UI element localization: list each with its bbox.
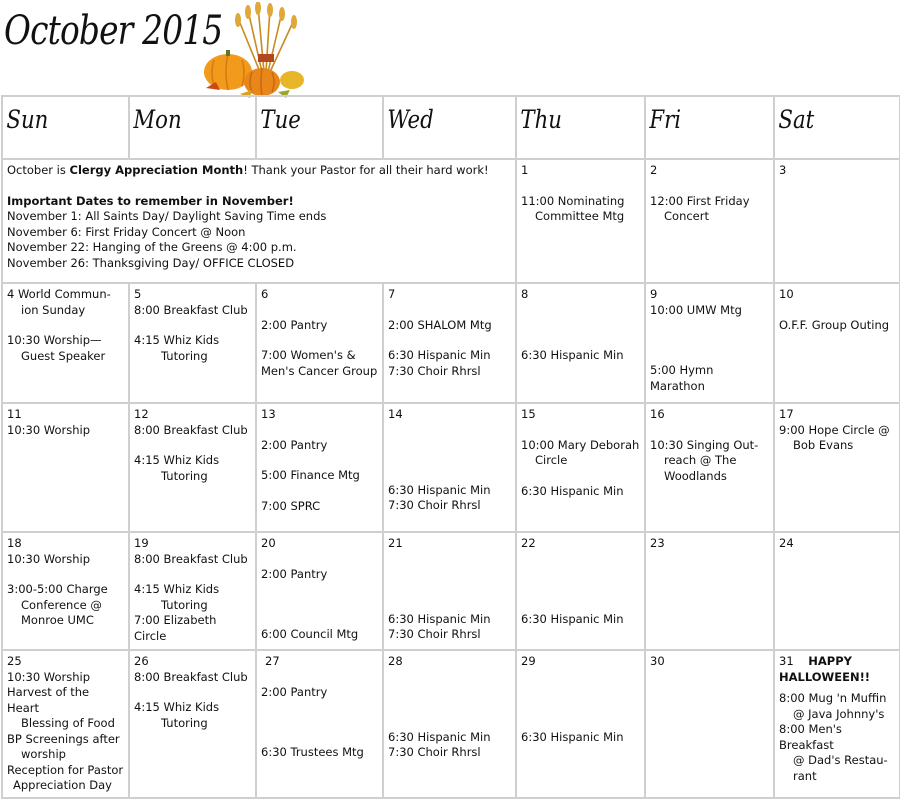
event: 7:30 Choir Rhrsl <box>388 363 481 378</box>
event: 2:00 Pantry <box>261 317 328 332</box>
day-cell <box>383 532 516 650</box>
event: BP Screenings after <box>7 731 120 746</box>
event: 6:30 Hispanic Min <box>388 729 491 744</box>
event: Committee Mtg <box>535 209 625 223</box>
event: 10:30 Worship <box>7 422 91 437</box>
event: Blessing of Food <box>21 716 115 730</box>
day-number: 17 <box>779 407 794 421</box>
day-cell <box>516 283 645 403</box>
event: 8:00 Mug 'n Muffin <box>779 691 887 705</box>
event: 6:30 Hispanic Min <box>388 348 491 362</box>
day-cell <box>774 403 900 532</box>
note-item: November 26: Thanksgiving Day/ OFFICE CLOSED <box>7 255 295 270</box>
event: 6:00 Council Mtg <box>261 627 359 641</box>
event: 6:30 Hispanic Min <box>521 611 624 626</box>
event: Guest Speaker <box>21 348 106 363</box>
event: 6:30 Hispanic Min <box>521 347 624 362</box>
day-number: 26 <box>134 654 149 668</box>
weekday-header: Wed <box>383 96 516 159</box>
event: 8:00 Breakfast Club <box>134 302 248 317</box>
event: 7:00 Elizabeth Circle <box>134 613 217 643</box>
day-cell <box>256 650 383 798</box>
weekday-header: Thu <box>516 96 645 159</box>
event: 10:30 Worship <box>7 551 91 566</box>
event: 3:00-5:00 Charge <box>7 582 108 596</box>
day-cell <box>2 650 129 798</box>
event: 12:00 First Friday <box>650 193 750 208</box>
note-item: November 1: All Saints Day/ Daylight Saving Time ends <box>7 209 327 223</box>
weekday-header-row <box>2 96 900 159</box>
event: 4:15 Whiz Kids <box>134 700 220 714</box>
event: O.F.F. Group Outing <box>779 317 890 332</box>
event: 4:15 Whiz Kids <box>134 582 220 596</box>
event: 2:00 Pantry <box>261 566 328 581</box>
page-title: October 2015 <box>4 8 223 54</box>
day-number: 30 <box>650 654 665 668</box>
event: 7:30 Choir Rhrsl <box>388 498 481 512</box>
day-number: 12 <box>134 407 149 421</box>
day-cell <box>2 403 129 532</box>
event: Tutoring <box>161 468 208 483</box>
event: 2:00 Pantry <box>261 684 328 699</box>
event: 10:00 UMW Mtg <box>650 302 742 317</box>
event: Men's Cancer Group <box>261 363 378 378</box>
event: reach @ The <box>664 453 737 467</box>
day-cell <box>383 403 516 532</box>
day-number: 24 <box>779 536 794 550</box>
day-cell <box>129 532 256 650</box>
weekday-header: Tue <box>256 96 383 159</box>
day-cell <box>645 403 774 532</box>
event: 8:00 Men's Breakfast <box>779 722 842 752</box>
event: 7:00 SPRC <box>261 498 321 513</box>
event: Monroe UMC <box>21 613 94 627</box>
weekday-header: Mon <box>129 96 256 159</box>
day-cell <box>774 532 900 650</box>
event: Appreciation Day <box>13 778 112 792</box>
day-cell <box>774 650 900 798</box>
event: 9:00 Hope Circle @ <box>779 422 890 437</box>
event: 5:00 Finance Mtg <box>261 468 360 482</box>
day-number: 7 <box>388 287 396 301</box>
holiday-banner: HAPPY <box>808 654 852 668</box>
week-row <box>2 283 900 403</box>
event: 6:30 Hispanic Min <box>388 482 491 497</box>
day-cell <box>774 159 900 283</box>
event: rant <box>793 768 817 783</box>
event: 6:30 Hispanic Min <box>388 611 491 626</box>
note-emphasis: Clergy Appreciation Month <box>69 163 244 177</box>
day-number: 6 <box>261 287 269 301</box>
event: 10:30 Worship <box>7 669 91 684</box>
event: 5:00 Hymn Marathon <box>650 363 714 393</box>
day-number: 1 <box>521 163 529 177</box>
event: 7:30 Choir Rhrsl <box>388 627 481 641</box>
event: Tutoring <box>161 715 208 730</box>
weekday-header: Sun <box>2 96 129 159</box>
holiday-banner: HALLOWEEN!! <box>779 669 871 684</box>
week-row <box>2 532 900 650</box>
event: 4:15 Whiz Kids <box>134 453 220 467</box>
day-cell <box>383 283 516 403</box>
event: Tutoring <box>161 348 208 363</box>
calendar-grid <box>1 95 900 799</box>
day-cell <box>645 650 774 798</box>
day-number: 20 <box>261 536 276 550</box>
day-number: 31 <box>779 654 794 668</box>
day-cell <box>645 283 774 403</box>
day-number: 15 <box>521 407 536 421</box>
event: 10:30 Singing Out- <box>650 437 759 452</box>
day-cell <box>774 283 900 403</box>
event: 8:00 Breakfast Club <box>134 551 248 566</box>
note-heading: Important Dates to remember in November! <box>7 193 294 208</box>
event: 2:00 Pantry <box>261 437 328 452</box>
day-cell <box>645 532 774 650</box>
note-item: November 22: Hanging of the Greens @ 4:00 p.m. <box>7 240 297 254</box>
autumn-wheat-pumpkins-icon <box>200 2 310 100</box>
event: 4:15 Whiz Kids <box>134 333 220 347</box>
day-cell <box>516 532 645 650</box>
week-row <box>2 650 900 798</box>
announcement-cell <box>2 159 516 283</box>
day-cell <box>645 159 774 283</box>
event: 7:30 Choir Rhrsl <box>388 745 481 759</box>
day-number: 2 <box>650 163 658 177</box>
note-item: November 6: First Friday Concert @ Noon <box>7 224 246 239</box>
day-number: 4 World Commun- <box>7 287 111 301</box>
event: 11:00 Nominating <box>521 193 625 208</box>
event: ion Sunday <box>21 302 86 317</box>
week-row <box>2 403 900 532</box>
day-number: 10 <box>779 287 794 301</box>
day-cell <box>383 650 516 798</box>
day-number: 9 <box>650 287 658 301</box>
day-number: 21 <box>388 536 403 550</box>
event: 6:30 Trustees Mtg <box>261 745 364 759</box>
event: Bob Evans <box>793 438 854 452</box>
event: 8:00 Breakfast Club <box>134 422 248 437</box>
event: 2:00 SHALOM Mtg <box>388 317 492 332</box>
day-number: 5 <box>134 287 142 301</box>
day-cell <box>129 403 256 532</box>
event: 6:30 Hispanic Min <box>521 729 624 744</box>
event: 10:00 Mary Deborah <box>521 437 640 452</box>
event: Circle <box>535 453 568 467</box>
day-number: 11 <box>7 407 22 421</box>
day-number: 27 <box>265 654 280 668</box>
day-number: 3 <box>779 163 787 177</box>
event: @ Dad's Restau- <box>793 753 888 767</box>
day-cell <box>516 403 645 532</box>
event: Harvest of the Heart <box>7 685 90 715</box>
event: @ Java Johnny's <box>793 706 885 721</box>
note-text: ! Thank your Pastor for all their hard work! <box>243 163 489 177</box>
day-cell <box>256 403 383 532</box>
event: Conference @ <box>21 597 102 612</box>
day-cell <box>256 532 383 650</box>
day-number: 18 <box>7 536 22 550</box>
day-cell <box>2 283 129 403</box>
day-number: 28 <box>388 654 403 668</box>
event: worship <box>21 747 66 761</box>
note-text: October is <box>7 163 70 177</box>
event: 6:30 Hispanic Min <box>521 483 624 498</box>
day-number: 14 <box>388 407 403 421</box>
weekday-header: Sat <box>774 96 900 159</box>
weekday-header: Fri <box>645 96 774 159</box>
day-number: 13 <box>261 407 276 421</box>
event: 7:00 Women's & <box>261 348 356 362</box>
event: 10:30 Worship— <box>7 333 102 347</box>
day-cell <box>2 532 129 650</box>
week-row <box>2 159 900 283</box>
day-cell <box>516 159 645 283</box>
day-number: 29 <box>521 654 536 668</box>
day-number: 19 <box>134 536 149 550</box>
day-number: 22 <box>521 536 536 550</box>
day-number: 8 <box>521 287 529 301</box>
day-number: 23 <box>650 536 665 550</box>
day-cell <box>129 283 256 403</box>
day-number: 25 <box>7 654 22 668</box>
event: Woodlands <box>664 468 727 483</box>
event: Concert <box>664 209 709 223</box>
event: Reception for Pastor <box>7 762 124 777</box>
day-cell <box>516 650 645 798</box>
day-cell <box>256 283 383 403</box>
event: 8:00 Breakfast Club <box>134 669 248 684</box>
day-cell <box>129 650 256 798</box>
day-number: 16 <box>650 407 665 421</box>
event: Tutoring <box>161 597 208 612</box>
